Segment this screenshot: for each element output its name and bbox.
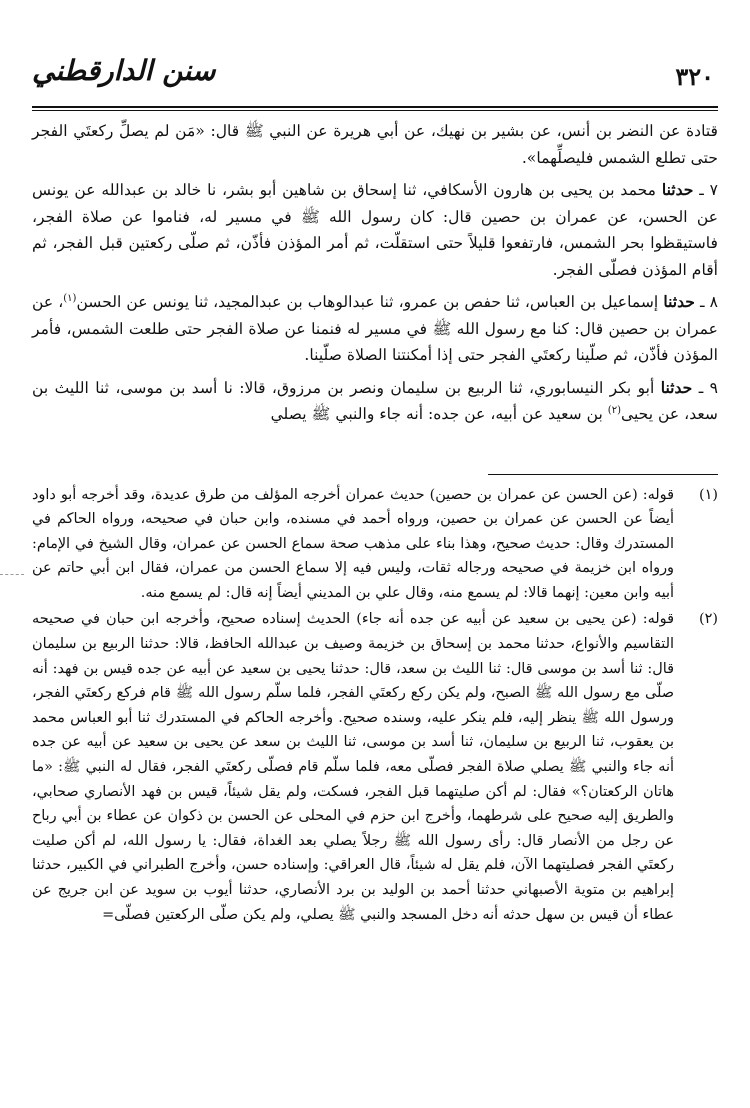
footnote-rule bbox=[488, 474, 718, 475]
hadith-number: ٩ ـ bbox=[698, 378, 719, 397]
footnote-text: قوله: (عن يحيى بن سعيد عن أبيه عن جده أنه جاء) الحديث إسناده صحيح، وأخرجه ابن حبان في صحيحه التقاسيم والأنواع، حدثنا محمد بن إسحاق بن خزيمة وصيف بن عبدالله الحافظ، قالا: حدثنا الربيع بن سليمان قال: ثنا أسد بن موسى قال: ثنا الليث بن سعد، قال: حدثنا يحيى بن سعيد عن أبيه عن جده قيس بن فهد: أنه صلّى مع رسول الله ﷺ الصبح، ولم يكن ركع ركعتَي الفجر، فلما سلّم رسول الله ﷺ قام فركع ركعتَي الفجر، ورسول الله ﷺ ينظر إليه، فلم ينكر عليه، وسنده صحيح. وأخرجه الحاكم في المستدرك ثنا أبو العباس محمد بن يعقوب، ثنا الربيع بن سليمان، ثنا أسد بن موسى، ثنا الليث بن سعد عن يحيى بن سعيد عن أبيه عن جده أنه جاء والنبي ﷺ يصلي صلاة الفجر فصلّى معه، فلما سلّم قام فصلّى ركعتَي الفجر، فقال له النبي ﷺ: «ما هاتان الركعتان؟» فقال: لم أكن صليتهما قبل الفجر، فسكت، ولم يقل شيئاً، قيس بن فهد الأنصاري صحابي، والطريق إليه صحيح على شرطهما، وأخرج ابن حزم في المحلى عن الحسن بن ذكوان عن عطاء بن أبي رباح عن رجل من الأنصار قال: رأى رسول الله ﷺ رجلاً يصلي بعد الغداة، فقال: يا رسول الله، لم أكن صليت ركعتَي الفجر فصليتهما الآن، فلم يقل له شيئاً، قال العراقي: وإسناده حسن، وأخرج الطبراني في الكبير، حدثنا إبراهيم بن متوية الأصبهاني حدثنا أحمد بن الوليد بن برد الأنصاري، حدثنا أيوب بن سويد عن ابن جريج عن عطاء أن قيس بن سهل حدثه أنه دخل المسجد والنبي ﷺ يصلي، ولم يكن صلّى الركعتين فصلّى= bbox=[32, 611, 674, 923]
hadith-9 bbox=[32, 375, 718, 428]
footnote-2 bbox=[32, 607, 718, 927]
footnotes bbox=[32, 483, 718, 928]
hadith-text: أبو بكر النيسابوري، ثنا الربيع بن سليمان ونصر بن مرزوق، قالا: نا أسد بن موسى، ثنا الليث بن سعد، عن يحيى bbox=[32, 378, 718, 423]
main-text bbox=[32, 118, 718, 428]
hadith-text: ، عن عمران بن حصين قال: كنا مع رسول الله ﷺ في مسير له فنمنا عن صلاة الفجر حتى طلعت الشمس، فأمر المؤذن فأذّن، ثم صلّينا ركعتَي الفجر حتى إذا أمكنتنا الصلاة صلّينا. bbox=[32, 293, 718, 364]
running-title: سنن الدارقطني bbox=[32, 54, 216, 87]
hadith-lead: حدثنا bbox=[663, 292, 695, 311]
footnote-text: قوله: (عن الحسن عن عمران بن حصين) حديث عمران أخرجه المؤلف من طرق عديدة، وقد أخرجه أبو داود أيضاً عن الحسن عن عمران بن حصين، ورواه أحمد في مسنده، وابن حبان في صحيحه، ورواه الحاكم في المستدرك وقال: حديث صحيح، وهذا بناء على مذهب صحة سماع الحسن عن عمران، وقال الشيخ في الإمام: ورواه ابن خزيمة في صحيحه ورجاله ثقات، وليس فيه إلا سماع الحسن من عمران، فقال ابن أبي حاتم عن أبيه وابن معين: إنهما قالا: لم يسمع منه، وقال علي بن المديني أيضاً إنه قال: لم يسمع منه. bbox=[32, 486, 674, 601]
footnote-1 bbox=[32, 483, 718, 606]
book-page bbox=[32, 52, 718, 1092]
hadith-lead: حدثنا bbox=[661, 180, 694, 199]
page-number: ٣٢٠ bbox=[675, 62, 714, 91]
hadith-number: ٨ ـ bbox=[699, 293, 718, 311]
hadith-7 bbox=[32, 177, 718, 283]
footnote-number: (١) bbox=[699, 486, 718, 503]
hadith-lead: حدثنا bbox=[660, 377, 693, 397]
hadith-text: إسماعيل بن العباس، ثنا حفص بن عمرو، ثنا عبدالوهاب بن عبدالمجيد، ثنا يونس عن الحسن bbox=[76, 293, 664, 311]
footnote-number: (٢) bbox=[699, 611, 718, 628]
hadith-8 bbox=[32, 289, 718, 369]
paragraph-text: قتادة عن النضر بن أنس، عن بشير بن نهيك، عن أبي هريرة عن النبي ﷺ قال: «مَن لم يصلِّ ركعتَي الفجر حتى تطلع الشمس فليصلِّهما». bbox=[32, 122, 718, 167]
page-header bbox=[32, 52, 718, 106]
hadith-number: ٧ ـ bbox=[699, 181, 718, 199]
hadith-text: محمد بن يحيى بن هارون الأسكافي، ثنا إسحاق بن شاهين أبو بشر، نا خالد بن عبدالله عن يونس عن الحسن، عن عمران بن حصين قال: كان رسول الله ﷺ في مسير له، فناموا عن صلاة الفجر، فاستيقظوا بحر الشمس، فارتفعوا قليلاً حتى استقلّت، ثم أمر المؤذن فأذّن، ثم صلّى ركعتين قبل الفجر، ثم أقام المؤذن فصلّى الفجر. bbox=[32, 181, 718, 279]
footnote-ref: (٢) bbox=[607, 404, 621, 416]
margin-mark bbox=[0, 574, 24, 575]
hadith-text: بن سعيد عن أبيه، عن جده: أنه جاء والنبي ﷺ يصلي bbox=[270, 405, 608, 423]
footnote-ref: (١) bbox=[63, 292, 77, 304]
header-rule bbox=[32, 106, 718, 108]
paragraph-continuation bbox=[32, 118, 718, 171]
